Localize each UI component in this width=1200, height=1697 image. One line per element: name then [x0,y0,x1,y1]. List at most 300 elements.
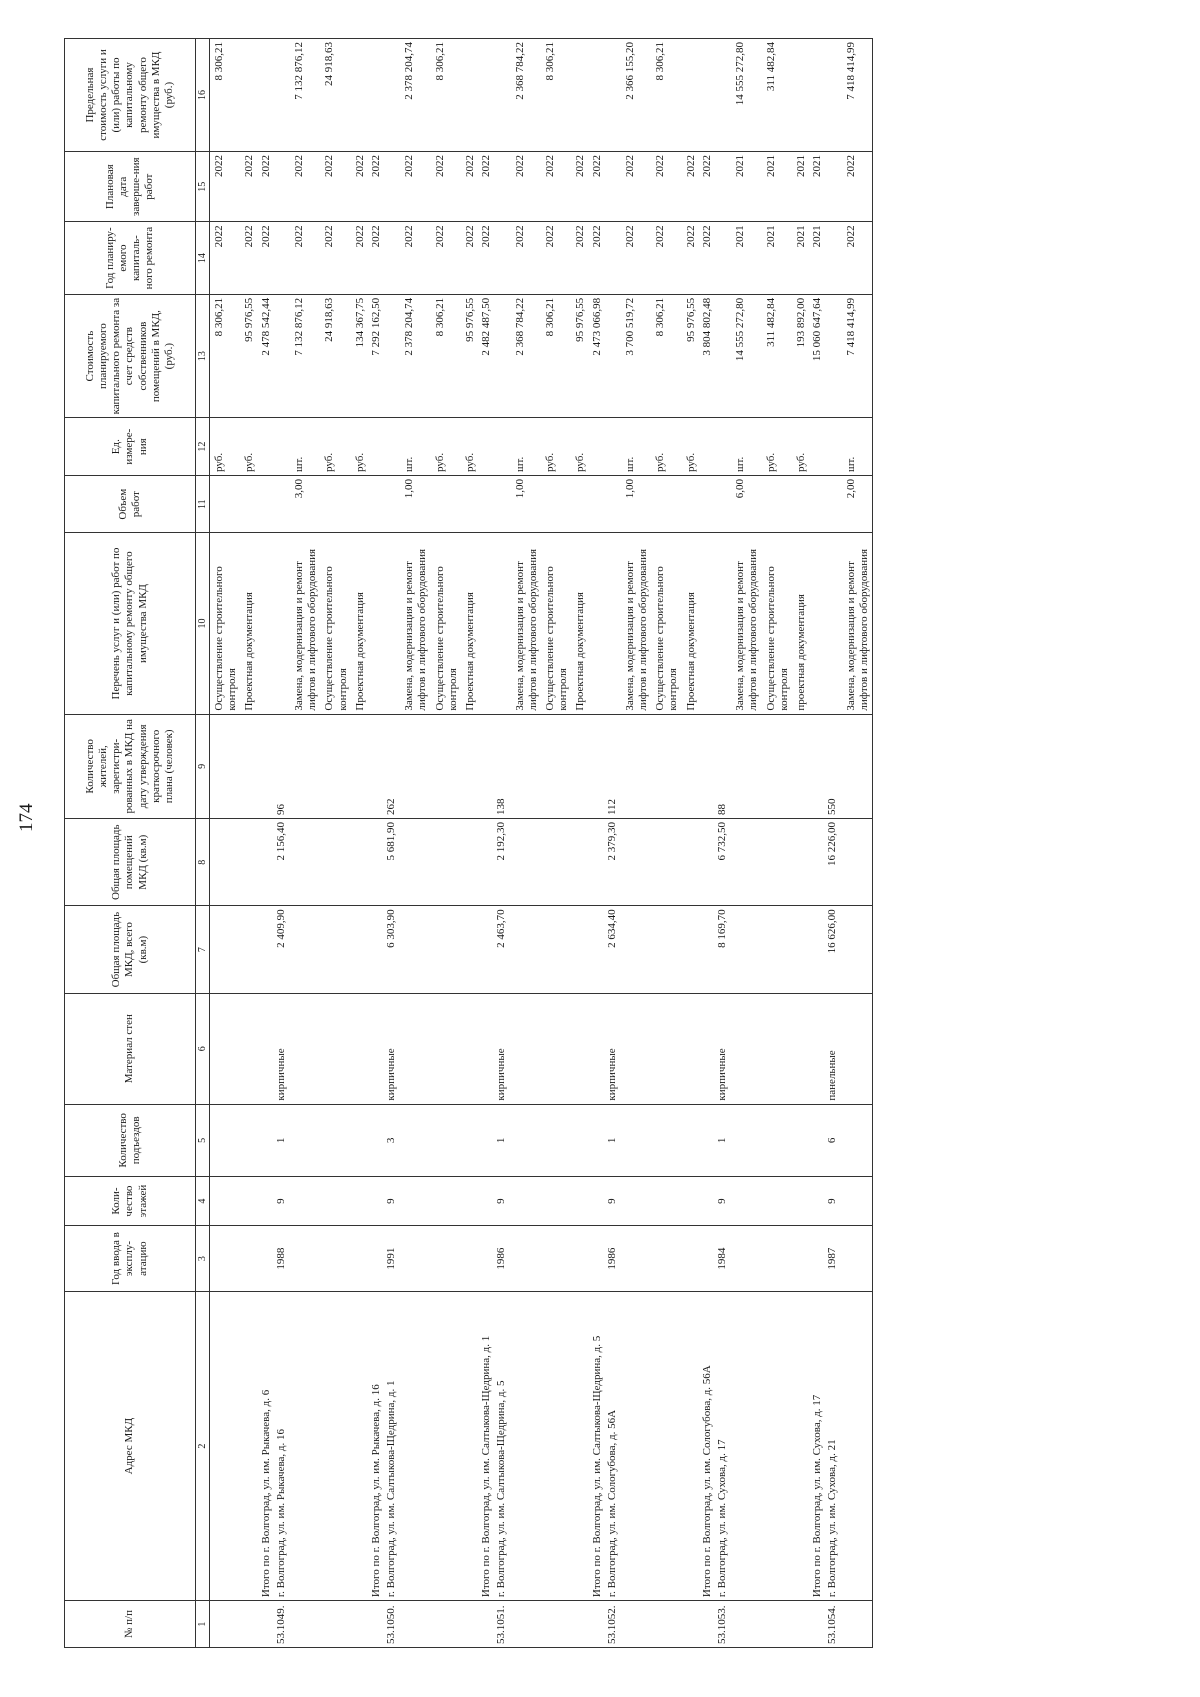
column-number: 9 [196,714,210,818]
max-cost-cell: 2 378 204,74 [400,39,430,152]
planned-cost-cell: 7 132 876,12 [290,294,320,418]
repair-year-cell: 2021 [731,222,761,294]
column-number: 1 [196,1601,210,1648]
entrances-cell [400,1104,430,1176]
work-name-cell [368,533,384,714]
work-volume-cell [461,475,478,533]
floors-cell [699,1177,715,1226]
completion-date-cell: 2022 [351,152,368,222]
year-built-cell [682,1226,699,1292]
repair-year-cell [825,222,841,294]
residents-cell [478,714,494,818]
column-number: 10 [196,533,210,714]
row-number-cell [478,1601,494,1648]
work-volume-cell [258,475,274,533]
residents-cell: 112 [605,714,621,818]
max-cost-cell: 8 306,21 [210,39,241,152]
address-cell: Итого по г. Волгоград, ул. им. Салтыкова-Щедрина, д. 5 [589,1292,605,1601]
floors-cell [351,1177,368,1226]
premises-area-cell [258,819,274,906]
completion-date-cell: 2022 [541,152,571,222]
work-name-cell: Осуществление строительного контроля [431,533,461,714]
max-cost-cell [494,39,510,152]
floors-cell [731,1177,761,1226]
max-cost-cell [351,39,368,152]
max-cost-cell: 14 555 272,80 [731,39,761,152]
wall-material-cell: кирпичные [605,993,621,1104]
floors-cell: 9 [825,1177,841,1226]
unit-cell [368,418,384,476]
row-number-cell [541,1601,571,1648]
total-area-cell [792,906,809,993]
repair-year-cell: 2022 [240,222,257,294]
repair-year-cell: 2022 [210,222,241,294]
wall-material-cell [651,993,681,1104]
table-row [699,39,715,1648]
table-row [589,39,605,1648]
max-cost-cell: 8 306,21 [431,39,461,152]
address-cell [621,1292,651,1601]
address-cell [210,1292,241,1601]
work-volume-cell: 1,00 [400,475,430,533]
year-built-cell [651,1226,681,1292]
header-cell: Количество подъездов [65,1104,196,1176]
repair-year-cell: 2022 [589,222,605,294]
planned-cost-cell: 15 060 647,64 [809,294,825,418]
floors-cell [400,1177,430,1226]
unit-cell: руб. [571,418,588,476]
residents-cell [589,714,605,818]
max-cost-cell [461,39,478,152]
table-row [400,39,430,1648]
premises-area-cell: 16 226,00 [825,819,841,906]
unit-cell [274,418,290,476]
work-volume-cell [651,475,681,533]
address-cell: г. Волгоград, ул. им. Рыкачева, д. 16 [274,1292,290,1601]
wall-material-cell [210,993,241,1104]
repair-year-cell: 2021 [792,222,809,294]
unit-cell: шт. [511,418,541,476]
work-name-cell: Осуществление строительного контроля [541,533,571,714]
repair-year-cell: 2022 [699,222,715,294]
column-number: 12 [196,418,210,476]
planned-cost-cell [715,294,731,418]
entrances-cell [762,1104,792,1176]
entrances-cell [368,1104,384,1176]
floors-cell [589,1177,605,1226]
wall-material-cell [571,993,588,1104]
max-cost-cell: 8 306,21 [541,39,571,152]
entrances-cell [431,1104,461,1176]
year-built-cell [511,1226,541,1292]
max-cost-cell: 7 418 414,99 [842,39,873,152]
work-volume-cell [699,475,715,533]
entrances-cell [511,1104,541,1176]
repair-year-cell [605,222,621,294]
work-volume-cell [368,475,384,533]
floors-cell: 9 [494,1177,510,1226]
residents-cell [571,714,588,818]
work-name-cell: Проектная документация [240,533,257,714]
row-number-cell: 53.1054. [825,1601,841,1648]
total-area-cell [762,906,792,993]
row-number-cell [731,1601,761,1648]
address-cell [351,1292,368,1601]
premises-area-cell: 2 156,40 [274,819,290,906]
column-number: 7 [196,906,210,993]
address-cell: г. Волгоград, ул. им. Сологубова, д. 56А [605,1292,621,1601]
residents-cell [290,714,320,818]
header-cell: Общая площадь МКД, всего (кв.м) [65,906,196,993]
repair-year-cell: 2022 [571,222,588,294]
planned-cost-cell [825,294,841,418]
planned-cost-cell: 134 367,75 [351,294,368,418]
address-cell [240,1292,257,1601]
work-volume-cell [431,475,461,533]
completion-date-cell: 2022 [368,152,384,222]
work-volume-cell [541,475,571,533]
work-name-cell: Замена, модернизация и ремонт лифтов и лифтового оборудования [621,533,651,714]
completion-date-cell: 2022 [842,152,873,222]
floors-cell [809,1177,825,1226]
max-cost-cell [258,39,274,152]
wall-material-cell [461,993,478,1104]
unit-cell: руб. [762,418,792,476]
premises-area-cell [240,819,257,906]
completion-date-cell: 2022 [682,152,699,222]
repair-year-cell: 2022 [682,222,699,294]
wall-material-cell [731,993,761,1104]
residents-cell [682,714,699,818]
total-area-cell: 8 169,70 [715,906,731,993]
premises-area-cell [792,819,809,906]
residents-cell [461,714,478,818]
work-name-cell [478,533,494,714]
unit-cell [605,418,621,476]
wall-material-cell [762,993,792,1104]
work-volume-cell: 6,00 [731,475,761,533]
premises-area-cell [571,819,588,906]
header-cell: Год ввода в эксплу-атацию [65,1226,196,1292]
planned-cost-cell: 95 976,55 [571,294,588,418]
unit-cell: руб. [240,418,257,476]
max-cost-cell [589,39,605,152]
entrances-cell [478,1104,494,1176]
premises-area-cell [621,819,651,906]
planned-cost-cell: 8 306,21 [431,294,461,418]
table-row [494,39,510,1648]
entrances-cell [809,1104,825,1176]
total-area-cell [431,906,461,993]
max-cost-cell [825,39,841,152]
max-cost-cell: 2 368 784,22 [511,39,541,152]
repair-year-cell: 2022 [478,222,494,294]
work-volume-cell [792,475,809,533]
repair-year-cell [715,222,731,294]
repair-year-cell: 2022 [290,222,320,294]
premises-area-cell [762,819,792,906]
wall-material-cell [621,993,651,1104]
floors-cell [258,1177,274,1226]
wall-material-cell [400,993,430,1104]
work-volume-cell [274,475,290,533]
work-volume-cell: 1,00 [621,475,651,533]
wall-material-cell [589,993,605,1104]
wall-material-cell [320,993,350,1104]
column-number: 11 [196,475,210,533]
residents-cell [258,714,274,818]
entrances-cell [792,1104,809,1176]
table-row [461,39,478,1648]
premises-area-cell: 6 732,50 [715,819,731,906]
completion-date-cell: 2022 [258,152,274,222]
total-area-cell [651,906,681,993]
header-cell: Адрес МКД [65,1292,196,1601]
floors-cell [511,1177,541,1226]
wall-material-cell: кирпичные [274,993,290,1104]
repair-year-cell: 2022 [651,222,681,294]
wall-material-cell [809,993,825,1104]
work-name-cell: Замена, модернизация и ремонт лифтов и лифтового оборудования [400,533,430,714]
address-cell [571,1292,588,1601]
row-number-cell: 53.1052. [605,1601,621,1648]
planned-cost-cell [384,294,400,418]
row-number-cell [792,1601,809,1648]
year-built-cell [762,1226,792,1292]
max-cost-cell [240,39,257,152]
column-number: 3 [196,1226,210,1292]
planned-cost-cell [605,294,621,418]
floors-cell [762,1177,792,1226]
completion-date-cell: 2022 [589,152,605,222]
completion-date-cell: 2022 [511,152,541,222]
address-cell: Итого по г. Волгоград, ул. им. Рыкачева, д. 6 [258,1292,274,1601]
row-number-cell: 53.1051. [494,1601,510,1648]
completion-date-cell [274,152,290,222]
planned-cost-cell: 95 976,55 [682,294,699,418]
header-row [65,39,196,1648]
unit-cell [258,418,274,476]
year-built-cell [351,1226,368,1292]
table-row [621,39,651,1648]
row-number-cell: 53.1049. [274,1601,290,1648]
total-area-cell [478,906,494,993]
completion-date-cell: 2022 [240,152,257,222]
floors-cell [792,1177,809,1226]
premises-area-cell [210,819,241,906]
unit-cell: руб. [431,418,461,476]
floors-cell [461,1177,478,1226]
premises-area-cell [541,819,571,906]
max-cost-cell [384,39,400,152]
work-name-cell: Осуществление строительного контроля [762,533,792,714]
wall-material-cell [431,993,461,1104]
repair-year-cell: 2022 [258,222,274,294]
address-cell [320,1292,350,1601]
completion-date-cell: 2022 [320,152,350,222]
work-name-cell [494,533,510,714]
total-area-cell [400,906,430,993]
wall-material-cell [792,993,809,1104]
header-cell: Ед. измере-ния [65,418,196,476]
planned-cost-cell: 14 555 272,80 [731,294,761,418]
address-cell [541,1292,571,1601]
planned-cost-cell: 2 368 784,22 [511,294,541,418]
max-cost-cell: 24 918,63 [320,39,350,152]
wall-material-cell [478,993,494,1104]
completion-date-cell [494,152,510,222]
entrances-cell [571,1104,588,1176]
header-cell: Коли-чество этажей [65,1177,196,1226]
work-volume-cell [210,475,241,533]
repair-year-cell: 2022 [400,222,430,294]
total-area-cell [240,906,257,993]
row-number-cell [258,1601,274,1648]
address-cell [290,1292,320,1601]
row-number-cell [571,1601,588,1648]
address-cell: г. Волгоград, ул. им. Сухова, д. 17 [715,1292,731,1601]
total-area-cell [541,906,571,993]
row-number-cell [589,1601,605,1648]
table-row [825,39,841,1648]
address-cell: Итого по г. Волгоград, ул. им. Рыкачева, д. 16 [368,1292,384,1601]
work-volume-cell: 2,00 [842,475,873,533]
work-volume-cell [762,475,792,533]
floors-cell [541,1177,571,1226]
completion-date-cell: 2022 [290,152,320,222]
wall-material-cell [368,993,384,1104]
floors-cell [210,1177,241,1226]
floors-cell: 9 [384,1177,400,1226]
work-volume-cell [478,475,494,533]
completion-date-cell [825,152,841,222]
address-cell: Итого по г. Волгоград, ул. им. Салтыкова-Щедрина, д. 1 [478,1292,494,1601]
unit-cell: руб. [461,418,478,476]
total-area-cell [368,906,384,993]
table-row [792,39,809,1648]
unit-cell [494,418,510,476]
header-cell: Общая площадь помещений МКД (кв.м) [65,819,196,906]
premises-area-cell [368,819,384,906]
max-cost-cell: 311 482,84 [762,39,792,152]
table-row [731,39,761,1648]
address-cell [431,1292,461,1601]
column-number: 13 [196,294,210,418]
premises-area-cell [478,819,494,906]
rotated-table-container [64,38,1100,1648]
entrances-cell [589,1104,605,1176]
total-area-cell [210,906,241,993]
row-number-cell [320,1601,350,1648]
work-name-cell: Проектная документация [682,533,699,714]
column-number: 14 [196,222,210,294]
table-row [368,39,384,1648]
year-built-cell [290,1226,320,1292]
work-name-cell [715,533,731,714]
entrances-cell [320,1104,350,1176]
planned-cost-cell [274,294,290,418]
row-number-cell [431,1601,461,1648]
table-row [274,39,290,1648]
table-row [762,39,792,1648]
year-built-cell [461,1226,478,1292]
floors-cell [368,1177,384,1226]
planned-cost-cell: 24 918,63 [320,294,350,418]
completion-date-cell: 2022 [571,152,588,222]
total-area-cell [731,906,761,993]
header-cell: № п/п [65,1601,196,1648]
premises-area-cell: 2 192,30 [494,819,510,906]
residents-cell: 550 [825,714,841,818]
work-name-cell [274,533,290,714]
floors-cell [842,1177,873,1226]
wall-material-cell [258,993,274,1104]
residents-cell [240,714,257,818]
unit-cell [478,418,494,476]
repair-year-cell: 2022 [541,222,571,294]
floors-cell [320,1177,350,1226]
work-volume-cell [240,475,257,533]
repair-year-cell: 2021 [762,222,792,294]
entrances-cell [731,1104,761,1176]
year-built-cell [258,1226,274,1292]
floors-cell: 9 [274,1177,290,1226]
header-cell: Плановая дата заверше-ния работ [65,152,196,222]
row-number-cell: 53.1050. [384,1601,400,1648]
address-cell [682,1292,699,1601]
page-number: 174 [16,803,37,832]
row-number-cell [699,1601,715,1648]
residents-cell: 138 [494,714,510,818]
repair-year-cell: 2022 [431,222,461,294]
address-cell [762,1292,792,1601]
year-built-cell [320,1226,350,1292]
work-volume-cell [682,475,699,533]
total-area-cell [589,906,605,993]
total-area-cell [621,906,651,993]
work-name-cell [605,533,621,714]
wall-material-cell: кирпичные [384,993,400,1104]
entrances-cell [290,1104,320,1176]
residents-cell: 96 [274,714,290,818]
premises-area-cell [400,819,430,906]
repair-year-cell: 2022 [461,222,478,294]
year-built-cell [842,1226,873,1292]
max-cost-cell [274,39,290,152]
unit-cell: шт. [842,418,873,476]
row-number-cell [651,1601,681,1648]
unit-cell [589,418,605,476]
header-cell: Материал стен [65,993,196,1104]
table-row [842,39,873,1648]
planned-cost-cell: 2 473 066,98 [589,294,605,418]
work-name-cell: Замена, модернизация и ремонт лифтов и лифтового оборудования [290,533,320,714]
completion-date-cell [384,152,400,222]
total-area-cell [809,906,825,993]
year-built-cell [431,1226,461,1292]
entrances-cell [651,1104,681,1176]
table-body [210,39,873,1648]
completion-date-cell: 2022 [461,152,478,222]
planned-cost-cell: 3 804 802,48 [699,294,715,418]
wall-material-cell [511,993,541,1104]
work-name-cell: Проектная документация [351,533,368,714]
wall-material-cell: кирпичные [494,993,510,1104]
entrances-cell: 1 [715,1104,731,1176]
address-cell [651,1292,681,1601]
completion-date-cell: 2022 [210,152,241,222]
year-built-cell [809,1226,825,1292]
